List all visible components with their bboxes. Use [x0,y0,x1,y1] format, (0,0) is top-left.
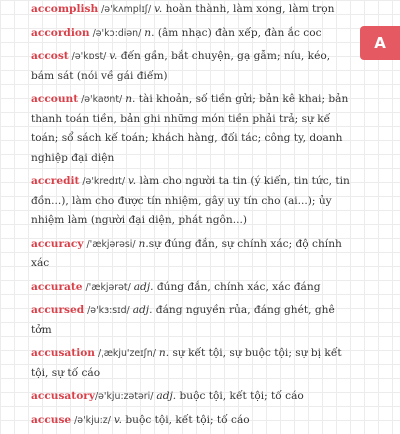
entry-definition: hoàn thành, làm xong, làm trọn [162,3,335,15]
dictionary-entry [31,301,356,340]
letter-index-tab[interactable] [360,26,400,60]
entry-part-of-speech: n. [158,347,170,359]
entry-headword: accusatory [31,390,95,402]
entry-definition: đến gần, bắt chuyện, gạ gẫm; níu, kéo, bám sát (nói về gái điếm) [31,50,331,82]
entry-definition: đáng nguyền rủa, đáng ghét, ghê tởm [31,304,335,336]
entry-definition: (âm nhạc) đàn xếp, đàn ắc coc [154,26,322,39]
dictionary-entry [31,90,356,168]
entry-pronunciation: /ə'kɒst/ [68,51,110,62]
entry-pronunciation: /ə'kɜ:sɪd/ [84,305,133,316]
entry-part-of-speech: v. [154,3,163,15]
entry-part-of-speech: n. [125,93,136,105]
entry-headword: accomplish [31,3,99,15]
entry-pronunciation: /'ækjərət/ [82,281,134,293]
dictionary-entry [31,0,356,20]
entry-pronunciation: /ə'kju:zətəri/ [95,391,157,402]
entry-part-of-speech: adj. [132,304,153,316]
dictionary-entry [31,278,356,298]
entry-definition: sự đúng đắn, sự chính xác; độ chính xác [31,237,342,269]
dictionary-entry [31,411,356,431]
entry-part-of-speech: v. [109,50,118,62]
entry-headword: accusation [31,347,95,359]
entry-list [31,0,356,434]
entry-part-of-speech: v. [113,413,122,426]
entry-part-of-speech: adj. [156,390,177,402]
entry-headword: accuracy [31,237,84,250]
entry-headword: accuse [31,413,72,426]
entry-part-of-speech: n. [138,237,149,250]
entry-pronunciation: /ˌækju'zeɪʃn/ [94,348,159,359]
entry-headword: account [31,93,79,105]
entry-pronunciation: /ə'kʌmplɪʃ/ [98,4,155,15]
entry-definition: đúng đắn, chính xác, xác đáng [153,280,321,293]
entry-pronunciation: /ə'kredɪt/ [79,176,128,187]
entry-definition: làm cho người ta tin (ý kiến, tin tức, tin đồn...), làm cho được tín nhiệm, gây uy tín cho (ai...); ủy nhiệm làm (người đại diện, phát ngôn...) [31,175,350,226]
entry-definition: sự kết tội, sự buộc tội; sự bị kết tội, sự tố cáo [31,347,342,379]
entry-definition: buộc tội, kết tội; tố cáo [121,413,250,426]
entry-headword: accursed [31,304,85,316]
dictionary-entry [31,387,356,407]
dictionary-entry [31,235,356,274]
dictionary-entry [31,172,356,231]
dictionary-entry [31,47,356,86]
entry-part-of-speech: adj. [133,280,154,293]
dictionary-entry [31,344,356,383]
entry-headword: accurate [31,280,83,293]
entry-headword: accost [31,50,69,62]
entry-headword: accordion [31,26,90,39]
entry-pronunciation: /ə'kju:z/ [71,414,114,426]
entry-part-of-speech: n. [144,26,155,39]
entry-pronunciation: /ə'kaʊnt/ [78,94,126,105]
letter-index-label: A [374,34,386,52]
entry-definition: buộc tội, kết tội; tố cáo [176,390,304,402]
entry-part-of-speech: v. [128,175,137,187]
dictionary-entry [31,24,356,44]
entry-pronunciation: /ə'kɔ:diən/ [89,27,145,39]
entry-headword: accredit [31,175,80,187]
entry-pronunciation: /'ækjərəsi/ [83,238,139,250]
entry-definition: tài khoản, số tiền gửi; bản kê khai; bản thanh toán tiền, bản ghi những món tiền phải trả; sự kế toán; sổ sách kế toán; khách hàng, đối tác; công ty, doanh nghiệp đại diện [31,93,349,164]
